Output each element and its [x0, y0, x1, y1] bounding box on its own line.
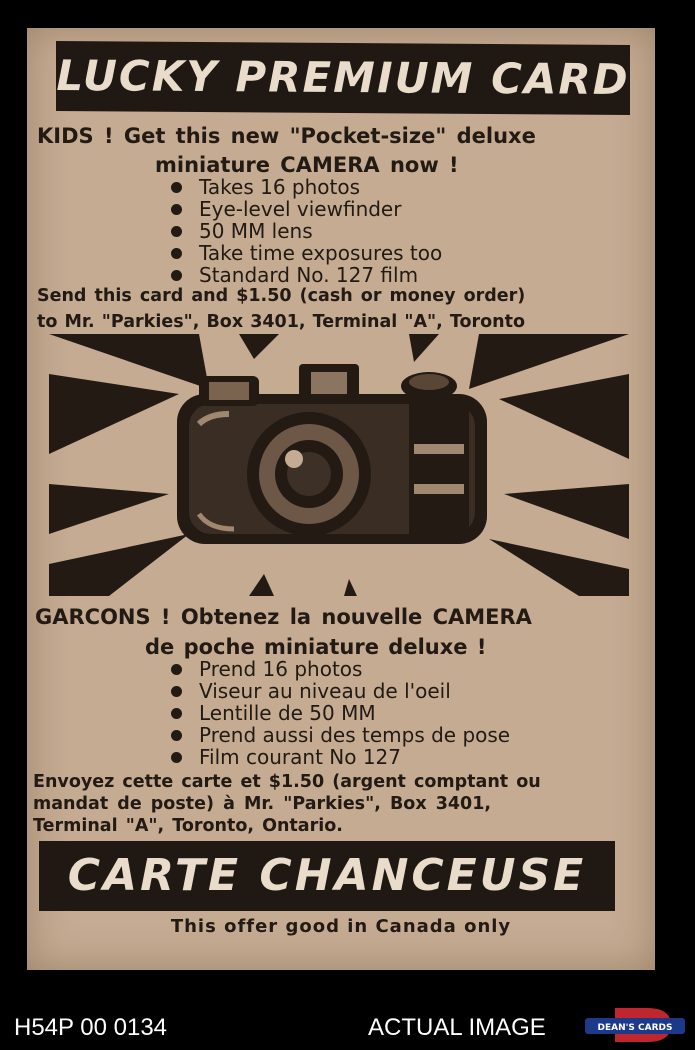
bullet-icon: [171, 204, 182, 215]
english-headline-2: miniature CAMERA now !: [155, 153, 459, 177]
french-send-line-1: Envoyez cette carte et $1.50 (argent comptant ou: [33, 772, 541, 792]
bullet-icon: [171, 752, 182, 763]
french-send-line-3: Terminal "A", Toronto, Ontario.: [33, 816, 343, 836]
actual-image-label: ACTUAL IMAGE: [368, 1014, 546, 1041]
listing-bar: [0, 1000, 695, 1050]
list-item: Film courant No 127: [167, 746, 510, 768]
bullet-icon: [171, 708, 182, 719]
french-send-line-2: mandat de poste) à Mr. "Parkies", Box 3401,: [33, 794, 492, 814]
carte-chanceuse-banner: [39, 841, 615, 911]
list-item: Takes 16 photos: [167, 176, 442, 198]
item-code: H54P 00 0134: [14, 1014, 168, 1041]
bullet-icon: [171, 270, 182, 281]
offer-note: This offer good in Canada only: [170, 916, 512, 937]
bullet-icon: [171, 248, 182, 259]
deans-cards-logo-icon: [585, 1006, 685, 1044]
french-feature-list: [167, 658, 510, 768]
list-item: Prend 16 photos: [167, 658, 510, 680]
french-headline-2: de poche miniature deluxe !: [145, 635, 487, 659]
list-item: Take time exposures too: [167, 242, 442, 264]
camera-illustration: [49, 334, 629, 596]
list-item: Viseur au niveau de l'oeil: [167, 680, 510, 702]
bullet-icon: [171, 730, 182, 741]
card-title: LUCKY PREMIUM CARD: [56, 50, 630, 105]
list-item: Prend aussi des temps de pose: [167, 724, 510, 746]
list-item: Lentille de 50 MM: [167, 702, 510, 724]
list-item: Standard No. 127 film: [167, 264, 442, 286]
camera-icon: [177, 364, 487, 544]
french-headline-1: GARCONS ! Obtenez la nouvelle CAMERA: [35, 605, 532, 629]
card-title-banner: [56, 41, 630, 115]
logo-text: DEAN'S CARDS: [597, 1023, 673, 1033]
english-send-line-2: to Mr. "Parkies", Box 3401, Terminal "A", Toronto: [37, 312, 526, 332]
english-send-line-1: Send this card and $1.50 (cash or money order): [37, 286, 526, 306]
english-feature-list: [167, 176, 442, 286]
premium-card: [27, 28, 655, 970]
bullet-icon: [171, 664, 182, 675]
bullet-icon: [171, 226, 182, 237]
english-headline-1: KIDS ! Get this new "Pocket-size" deluxe: [37, 124, 536, 148]
list-item: Eye-level viewfinder: [167, 198, 442, 220]
bullet-icon: [171, 686, 182, 697]
list-item: 50 MM lens: [167, 220, 442, 242]
bottom-title: CARTE CHANCEUSE: [67, 850, 587, 901]
bullet-icon: [171, 182, 182, 193]
